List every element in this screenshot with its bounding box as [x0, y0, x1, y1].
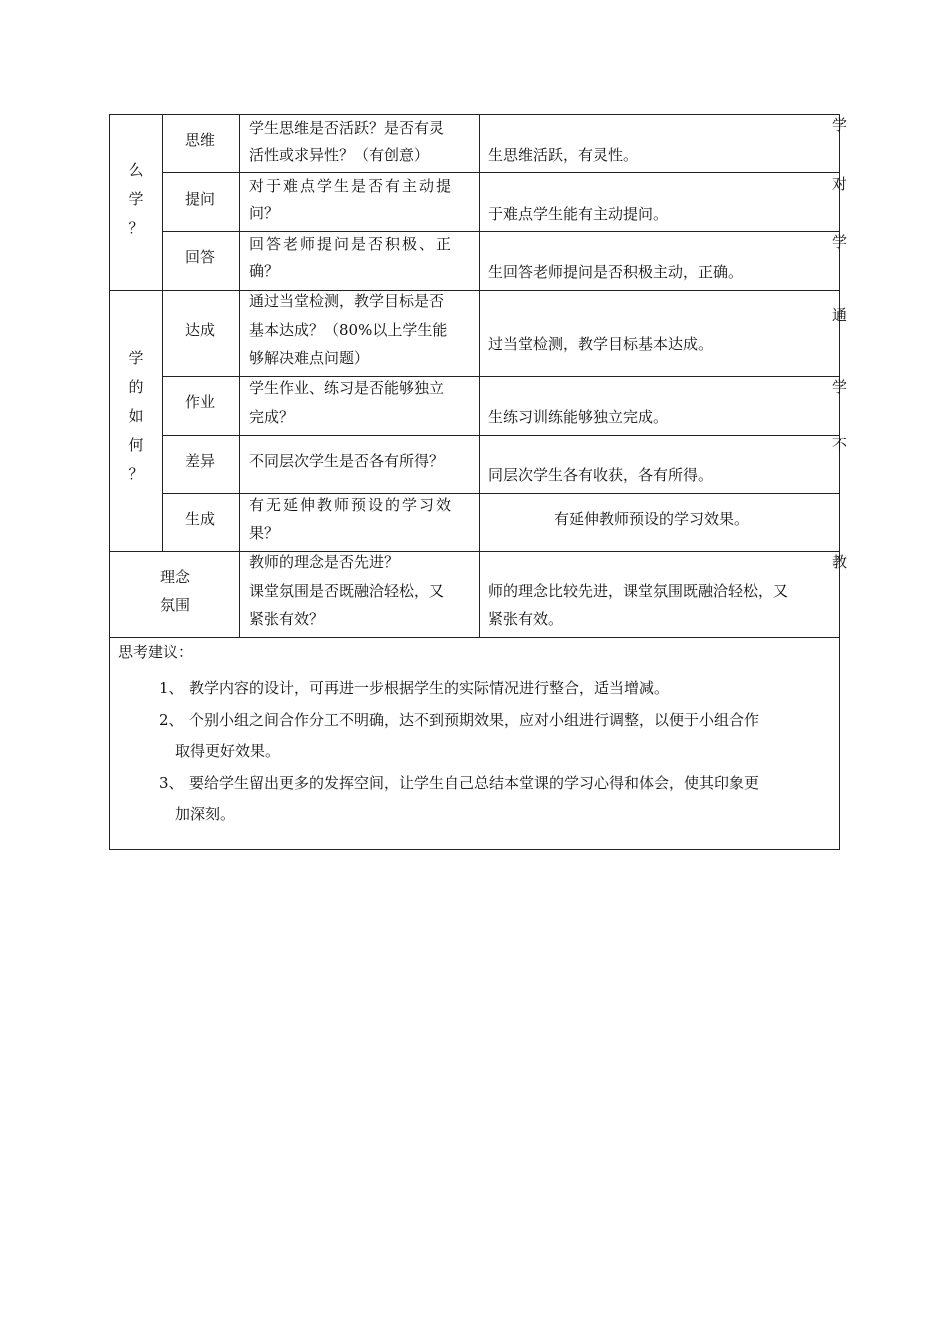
result-text: 有延伸教师预设的学习效果。: [554, 510, 750, 528]
section-heading: [124, 344, 148, 489]
heading-char: ？: [128, 465, 144, 483]
column-divider: [162, 114, 163, 552]
result-wrap-char: 通: [832, 306, 848, 324]
criteria-line: 确？: [249, 262, 280, 280]
heading-char: 学: [128, 349, 144, 367]
result-text: 紧张有效。: [488, 610, 564, 628]
item-label: 提问: [185, 190, 216, 208]
result-text: 生思维活跃，有灵性。: [488, 146, 639, 164]
criteria-line: 有无延伸教师预设的学习效: [249, 496, 454, 514]
suggestion-text: 要给学生留出更多的发挥空间，让学生自己总结本堂课的学习心得和体会，使其印象更: [189, 774, 760, 792]
concept-label: 理念: [160, 568, 191, 586]
criteria-line: 学生作业、练习是否能够独立: [249, 379, 445, 397]
result-text: 于难点学生能有主动提问。: [488, 205, 669, 223]
criteria-line: 基本达成？（80%以上学生能: [249, 321, 448, 339]
heading-char: 如: [128, 407, 144, 425]
evaluation-table: [109, 114, 848, 850]
item-label: 生成: [185, 510, 216, 528]
result-text: 生回答老师提问是否积极主动，正确。: [488, 263, 744, 281]
result-text: 师的理念比较先进，课堂氛围既融洽轻松，又: [488, 582, 789, 600]
result-wrap-char: 不: [832, 436, 848, 454]
section-divider: [109, 551, 840, 552]
result-wrap-char: 教: [832, 553, 848, 571]
criteria-line: 紧张有效？: [249, 610, 325, 628]
concept-label: 氛围: [160, 596, 191, 614]
result-text: 生练习训练能够独立完成。: [488, 408, 669, 426]
heading-char: 学: [128, 190, 144, 208]
criteria-line: 学生思维是否活跃？是否有灵: [249, 119, 445, 137]
criteria-line: 完成？: [249, 408, 295, 426]
item-label: 差异: [185, 452, 216, 470]
suggestion-number: 2、: [159, 711, 184, 729]
criteria-line: 活性或求异性？（有创意）: [249, 146, 430, 164]
item-label: 回答: [185, 248, 216, 266]
section-heading: [124, 156, 148, 243]
heading-char: 么: [128, 161, 144, 179]
result-text: 同层次学生各有收获，各有所得。: [488, 466, 714, 484]
section-divider: [109, 637, 840, 638]
suggestion-text: 取得更好效果。: [175, 742, 281, 760]
table-border-right: [839, 114, 840, 850]
heading-char: 的: [128, 378, 144, 396]
result-wrap-char: 学: [832, 233, 848, 251]
table-border-bottom: [109, 849, 840, 850]
item-label: 作业: [185, 393, 216, 411]
table-border-left: [109, 114, 110, 850]
heading-char: ？: [128, 219, 144, 237]
suggestion-number: 1、: [159, 679, 184, 697]
table-border-top: [109, 114, 840, 115]
criteria-line: 课堂氛围是否既融洽轻松，又: [249, 582, 445, 600]
criteria-line: 不同层次学生是否各有所得？: [249, 452, 445, 470]
suggestions-title: 思考建议：: [118, 643, 194, 661]
criteria-line: 通过当堂检测，教学目标是否: [249, 292, 445, 310]
suggestion-text: 教学内容的设计，可再进一步根据学生的实际情况进行整合，适当增减。: [189, 679, 670, 697]
suggestion-number: 3、: [159, 774, 184, 792]
criteria-line: 够解决难点问题）: [249, 349, 370, 367]
result-wrap-char: 学: [832, 378, 848, 396]
result-text: 过当堂检测，教学目标基本达成。: [488, 335, 714, 353]
column-divider: [479, 114, 480, 638]
result-wrap-char: 学: [832, 116, 848, 134]
row-divider: [162, 435, 840, 436]
column-divider: [239, 114, 240, 638]
criteria-line: 问？: [249, 204, 280, 222]
suggestion-text: 加深刻。: [175, 805, 236, 823]
item-label: 达成: [185, 321, 216, 339]
heading-char: 何: [128, 436, 144, 454]
result-wrap-char: 对: [832, 175, 848, 193]
criteria-line: 回答老师提问是否积极、正: [249, 235, 454, 253]
criteria-line: 教师的理念是否先进？: [249, 553, 400, 571]
item-label: 思维: [185, 131, 216, 149]
suggestion-text: 个别小组之间合作分工不明确，达不到预期效果，应对小组进行调整，以便于小组合作: [189, 711, 760, 729]
criteria-line: 对于难点学生是否有主动提: [249, 177, 454, 195]
criteria-line: 果？: [249, 524, 280, 542]
section-divider: [109, 290, 840, 291]
